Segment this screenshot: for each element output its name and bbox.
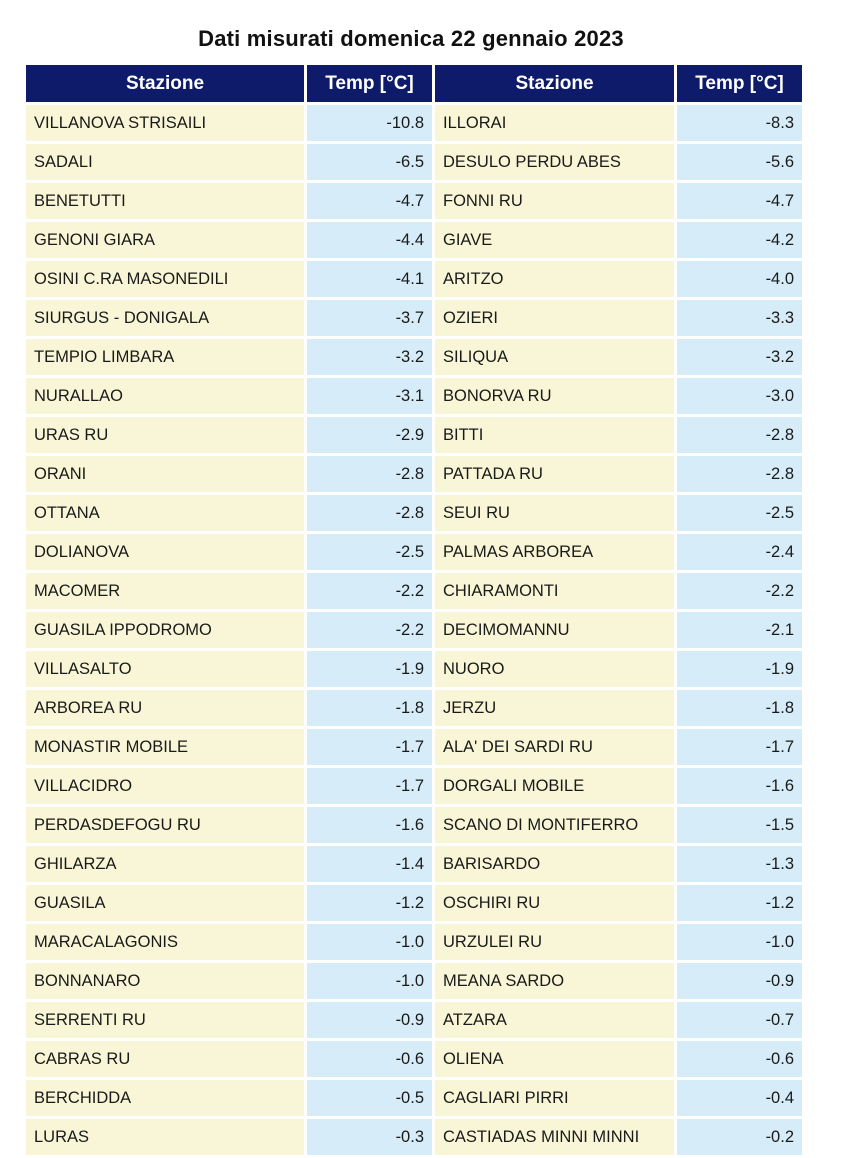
table-row	[26, 690, 802, 726]
temp-cell-right: -3.0	[677, 378, 802, 414]
station-cell-right: URZULEI RU	[435, 924, 674, 960]
table-row	[26, 378, 802, 414]
station-cell-left: MONASTIR MOBILE	[26, 729, 304, 765]
table-row	[26, 105, 802, 141]
table-row	[26, 573, 802, 609]
temp-cell-right: -0.7	[677, 1002, 802, 1038]
temp-cell-left: -2.2	[307, 612, 432, 648]
station-cell-right: ILLORAI	[435, 105, 674, 141]
station-cell-left: LURAS	[26, 1119, 304, 1155]
temp-cell-left: -2.5	[307, 534, 432, 570]
station-cell-left: BONNANARO	[26, 963, 304, 999]
station-cell-right: MEANA SARDO	[435, 963, 674, 999]
station-cell-left: TEMPIO LIMBARA	[26, 339, 304, 375]
station-cell-left: GUASILA	[26, 885, 304, 921]
station-cell-right: DESULO PERDU ABES	[435, 144, 674, 180]
temp-cell-left: -1.0	[307, 963, 432, 999]
station-cell-left: GENONI GIARA	[26, 222, 304, 258]
table-row	[26, 924, 802, 960]
temp-cell-left: -2.8	[307, 456, 432, 492]
temp-cell-right: -2.1	[677, 612, 802, 648]
temp-cell-left: -3.1	[307, 378, 432, 414]
temp-cell-left: -3.2	[307, 339, 432, 375]
table-row	[26, 144, 802, 180]
temp-cell-left: -0.6	[307, 1041, 432, 1077]
station-cell-right: CHIARAMONTI	[435, 573, 674, 609]
table-row	[26, 339, 802, 375]
station-cell-left: MACOMER	[26, 573, 304, 609]
header-temp-left: Temp [°C]	[307, 65, 432, 102]
station-cell-left: BENETUTTI	[26, 183, 304, 219]
station-cell-left: GUASILA IPPODROMO	[26, 612, 304, 648]
station-cell-left: MARACALAGONIS	[26, 924, 304, 960]
station-cell-right: SILIQUA	[435, 339, 674, 375]
temp-cell-right: -1.8	[677, 690, 802, 726]
temp-cell-right: -1.5	[677, 807, 802, 843]
temperature-table	[23, 62, 805, 1158]
temp-cell-right: -2.8	[677, 417, 802, 453]
temp-cell-left: -1.0	[307, 924, 432, 960]
temp-cell-left: -1.8	[307, 690, 432, 726]
station-cell-left: SERRENTI RU	[26, 1002, 304, 1038]
temp-cell-left: -1.9	[307, 651, 432, 687]
table-row	[26, 729, 802, 765]
temp-cell-left: -0.9	[307, 1002, 432, 1038]
temp-cell-right: -2.5	[677, 495, 802, 531]
table-row	[26, 807, 802, 843]
station-cell-right: OSCHIRI RU	[435, 885, 674, 921]
temp-cell-left: -0.5	[307, 1080, 432, 1116]
temp-cell-right: -3.3	[677, 300, 802, 336]
temp-cell-right: -1.6	[677, 768, 802, 804]
temp-cell-left: -1.4	[307, 846, 432, 882]
table-body	[26, 105, 802, 1155]
table-row	[26, 651, 802, 687]
table-row	[26, 456, 802, 492]
station-cell-right: ALA' DEI SARDI RU	[435, 729, 674, 765]
table-row	[26, 222, 802, 258]
temp-cell-left: -4.1	[307, 261, 432, 297]
station-cell-right: BARISARDO	[435, 846, 674, 882]
station-cell-right: ATZARA	[435, 1002, 674, 1038]
station-cell-left: NURALLAO	[26, 378, 304, 414]
table-row	[26, 1041, 802, 1077]
station-cell-right: DORGALI MOBILE	[435, 768, 674, 804]
station-cell-left: SADALI	[26, 144, 304, 180]
station-cell-right: BITTI	[435, 417, 674, 453]
temp-cell-right: -0.6	[677, 1041, 802, 1077]
temp-cell-left: -1.7	[307, 729, 432, 765]
station-cell-right: OLIENA	[435, 1041, 674, 1077]
header-station-left: Stazione	[26, 65, 304, 102]
table-row	[26, 612, 802, 648]
temp-cell-right: -4.7	[677, 183, 802, 219]
station-cell-right: CASTIADAS MINNI MINNI	[435, 1119, 674, 1155]
station-cell-left: ARBOREA RU	[26, 690, 304, 726]
station-cell-left: OSINI C.RA MASONEDILI	[26, 261, 304, 297]
header-temp-right: Temp [°C]	[677, 65, 802, 102]
station-cell-right: GIAVE	[435, 222, 674, 258]
temp-cell-left: -1.2	[307, 885, 432, 921]
station-cell-right: PATTADA RU	[435, 456, 674, 492]
station-cell-left: PERDASDEFOGU RU	[26, 807, 304, 843]
temp-cell-left: -3.7	[307, 300, 432, 336]
temp-cell-right: -3.2	[677, 339, 802, 375]
station-cell-left: VILLASALTO	[26, 651, 304, 687]
temp-cell-right: -1.2	[677, 885, 802, 921]
station-cell-right: BONORVA RU	[435, 378, 674, 414]
station-cell-left: SIURGUS - DONIGALA	[26, 300, 304, 336]
temp-cell-right: -1.9	[677, 651, 802, 687]
temp-cell-left: -1.7	[307, 768, 432, 804]
temp-cell-left: -1.6	[307, 807, 432, 843]
table-row	[26, 1002, 802, 1038]
table-row	[26, 846, 802, 882]
header-station-right: Stazione	[435, 65, 674, 102]
temp-cell-right: -2.4	[677, 534, 802, 570]
table-row	[26, 417, 802, 453]
table-row	[26, 1080, 802, 1116]
temp-cell-left: -4.4	[307, 222, 432, 258]
table-row	[26, 495, 802, 531]
station-cell-left: ORANI	[26, 456, 304, 492]
station-cell-right: ARITZO	[435, 261, 674, 297]
table-row	[26, 261, 802, 297]
temp-cell-left: -2.2	[307, 573, 432, 609]
temp-cell-right: -5.6	[677, 144, 802, 180]
temp-cell-left: -2.8	[307, 495, 432, 531]
temp-cell-right: -0.2	[677, 1119, 802, 1155]
temp-cell-right: -1.0	[677, 924, 802, 960]
table-header	[26, 65, 802, 102]
temp-cell-left: -0.3	[307, 1119, 432, 1155]
table-row	[26, 183, 802, 219]
station-cell-right: FONNI RU	[435, 183, 674, 219]
station-cell-right: SEUI RU	[435, 495, 674, 531]
table-row	[26, 963, 802, 999]
temp-cell-right: -0.4	[677, 1080, 802, 1116]
station-cell-right: JERZU	[435, 690, 674, 726]
temp-cell-left: -10.8	[307, 105, 432, 141]
station-cell-right: PALMAS ARBOREA	[435, 534, 674, 570]
table-row	[26, 768, 802, 804]
station-cell-left: VILLACIDRO	[26, 768, 304, 804]
temp-cell-left: -4.7	[307, 183, 432, 219]
temp-cell-right: -2.2	[677, 573, 802, 609]
station-cell-right: OZIERI	[435, 300, 674, 336]
temp-cell-right: -8.3	[677, 105, 802, 141]
table-row	[26, 1119, 802, 1155]
header-row	[26, 65, 802, 102]
station-cell-left: GHILARZA	[26, 846, 304, 882]
station-cell-left: CABRAS RU	[26, 1041, 304, 1077]
page-title: Dati misurati domenica 22 gennaio 2023	[198, 26, 624, 51]
station-cell-left: OTTANA	[26, 495, 304, 531]
temp-cell-right: -1.3	[677, 846, 802, 882]
station-cell-left: URAS RU	[26, 417, 304, 453]
station-cell-right: SCANO DI MONTIFERRO	[435, 807, 674, 843]
station-cell-right: DECIMOMANNU	[435, 612, 674, 648]
temp-cell-right: -2.8	[677, 456, 802, 492]
station-cell-right: NUORO	[435, 651, 674, 687]
station-cell-left: DOLIANOVA	[26, 534, 304, 570]
temp-cell-left: -6.5	[307, 144, 432, 180]
temp-cell-right: -4.0	[677, 261, 802, 297]
station-cell-left: VILLANOVA STRISAILI	[26, 105, 304, 141]
station-cell-left: BERCHIDDA	[26, 1080, 304, 1116]
station-cell-right: CAGLIARI PIRRI	[435, 1080, 674, 1116]
temp-cell-right: -4.2	[677, 222, 802, 258]
temp-cell-left: -2.9	[307, 417, 432, 453]
table-row	[26, 885, 802, 921]
temp-cell-right: -1.7	[677, 729, 802, 765]
table-row	[26, 300, 802, 336]
table-row	[26, 534, 802, 570]
temp-cell-right: -0.9	[677, 963, 802, 999]
